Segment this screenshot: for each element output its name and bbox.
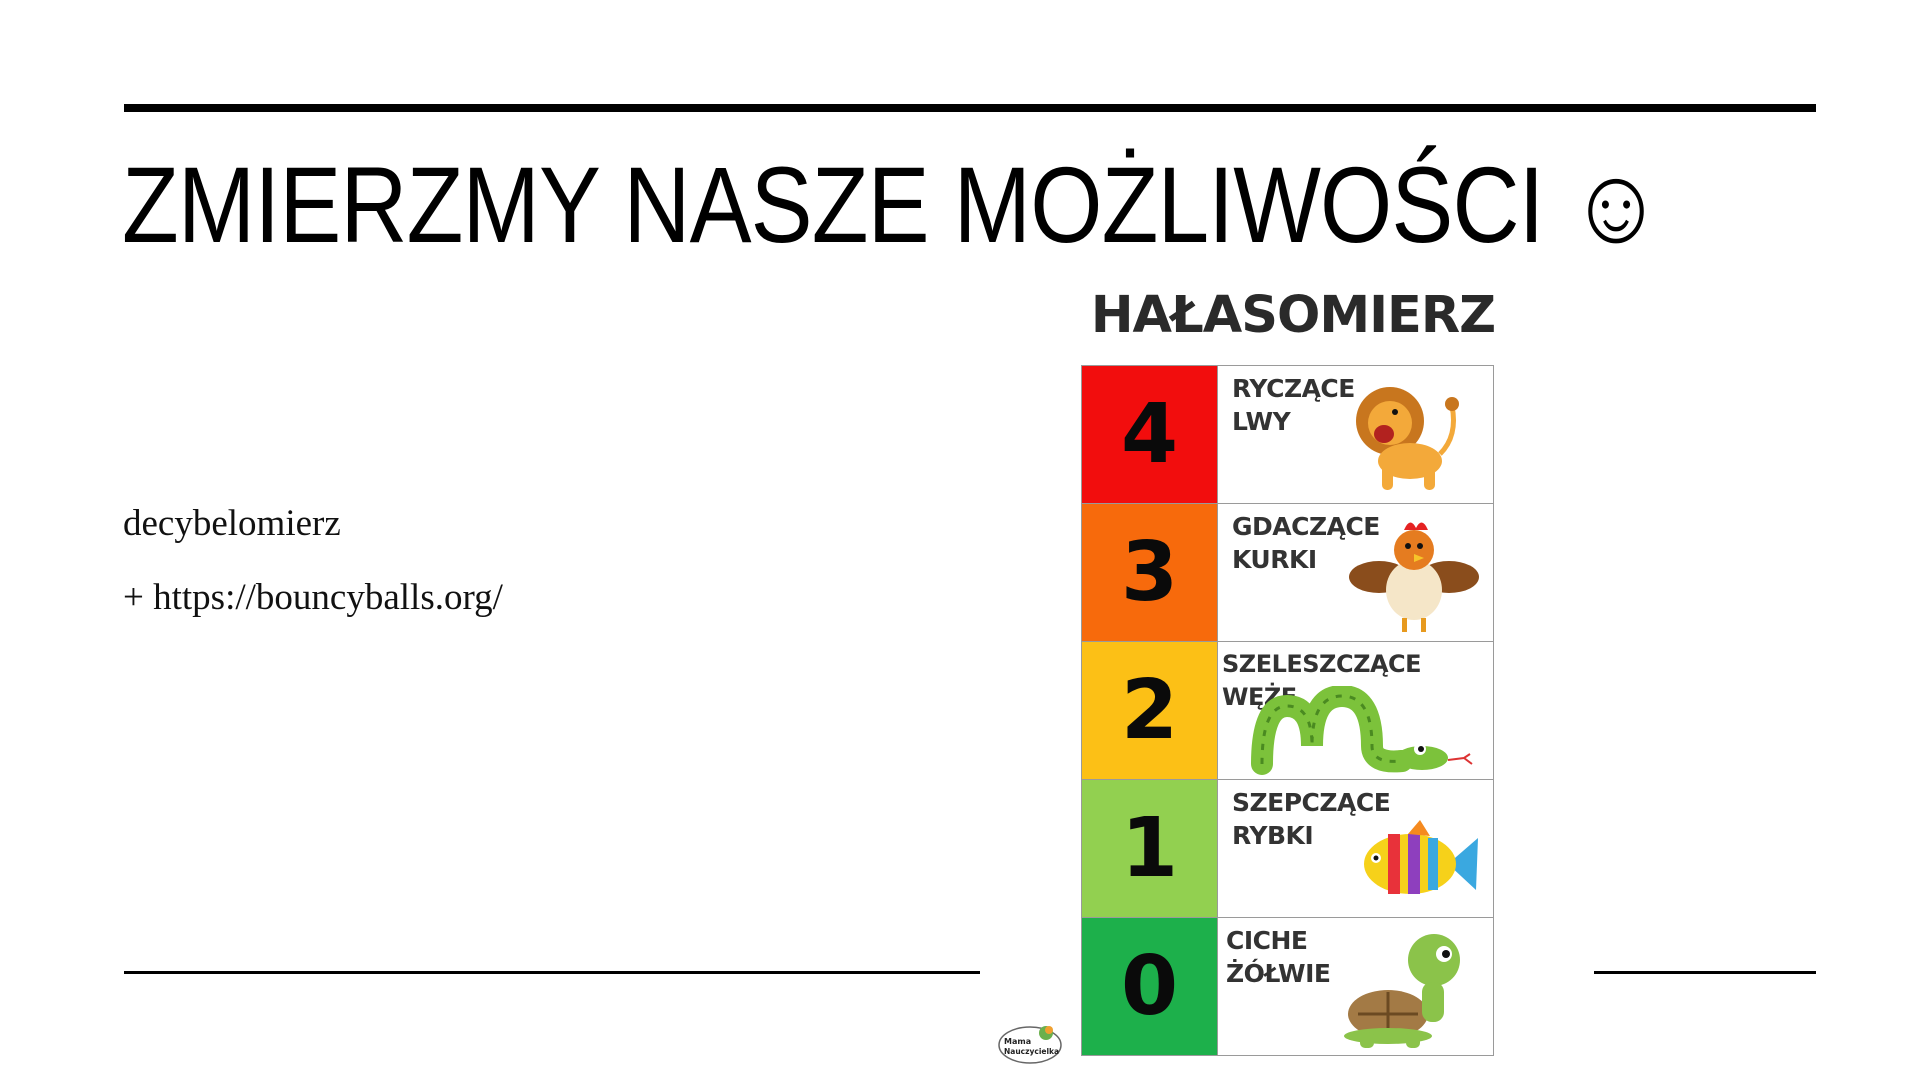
meter-row-3 [1082, 504, 1493, 642]
level-1-cell: 1 [1082, 780, 1218, 917]
bottom-rule-right [1594, 971, 1816, 974]
level-0-cell: 0 [1082, 918, 1218, 1055]
bottom-rule-left [124, 971, 980, 974]
meter-row-1 [1082, 780, 1493, 918]
svg-text:Mama: Mama [1004, 1037, 1032, 1046]
level-1-label: SZEPCZĄCE RYBKI [1232, 788, 1391, 850]
top-rule [124, 104, 1816, 112]
level-4-label: RYCZĄCE LWY [1232, 374, 1355, 436]
fish-icon [1358, 816, 1482, 912]
level-3-label: GDACZĄCE KURKI [1232, 512, 1380, 574]
mama-nauczycielka-logo-icon [997, 1023, 1063, 1065]
level-3-cell: 3 [1082, 504, 1218, 641]
hen-icon [1344, 512, 1484, 636]
body-line-link[interactable]: + https://bouncyballs.org/ [123, 577, 503, 618]
level-4-cell: 4 [1082, 366, 1218, 503]
lion-icon [1340, 376, 1470, 496]
snake-icon [1242, 686, 1482, 776]
meter-row-4 [1082, 366, 1493, 504]
meter-row-0 [1082, 918, 1493, 1055]
turtle-icon [1340, 926, 1470, 1052]
noise-meter-title: HAŁASOMIERZ [1090, 286, 1496, 345]
level-2-cell: 2 [1082, 642, 1218, 779]
meter-row-2 [1082, 642, 1493, 780]
body-line-decybelomierz: decybelomierz [123, 503, 341, 544]
level-0-label: CICHE ŻÓŁWIE [1226, 926, 1331, 988]
logo [997, 1023, 1063, 1065]
level-2-label: SZELESZCZĄCE WĘŻE [1222, 650, 1422, 711]
noise-meter-table [1081, 365, 1494, 1056]
slide-title: ZMIERZMY NASZE MOŻLIWOŚCI ☺ [122, 144, 1663, 265]
svg-text:Nauczycielka: Nauczycielka [1004, 1047, 1060, 1056]
